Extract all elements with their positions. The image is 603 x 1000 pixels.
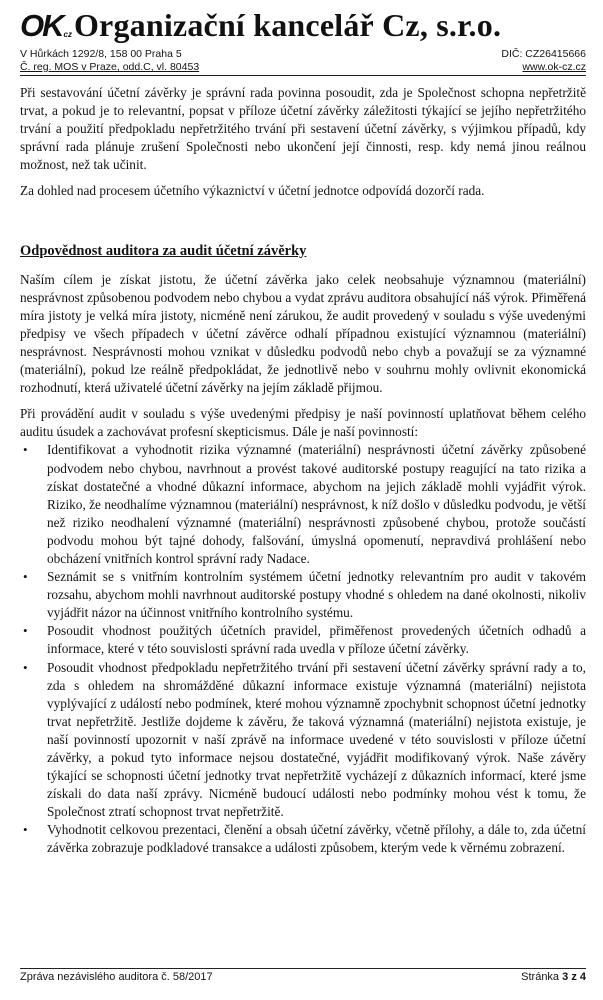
bullet-icon: •: [23, 659, 28, 675]
intro-paragraph: Za dohled nad procesem účetního výkaznictví v účetní jednotce odpovídá dozorčí rada.: [20, 183, 485, 199]
company-name: Organizační kancelář Cz, s.r.o.: [73, 7, 502, 43]
logo-text: OK: [20, 8, 63, 43]
page-total: 4: [579, 971, 586, 983]
website-link[interactable]: www.ok-cz.cz: [522, 61, 586, 73]
section-heading: Odpovědnost auditora za audit účetní závěrky: [20, 242, 307, 259]
bullet-icon: •: [23, 569, 28, 585]
address-row: [20, 48, 586, 61]
responsibility-list: [20, 441, 586, 857]
list-item-text: Posoudit vhodnost předpokladu nepřetržitého trvání při sestavení účetní závěrky správní rady a to, zda s ohledem na shromážděné důkazní informace existuje významná (materiální) nejistota vyplývající z událostí nebo podmínek, které mohou významně zpochybnit schopnost účetní jednotky trvat nepřetržitě. Jestliže dojdeme k závěru, že taková významná (materiální) nejistota existuje, je naší povinností upozornit v naší zprávě na informace uvedené v této souvislosti v příloze účetní závěrky, a pokud tyto informace nejsou dostatečné, vyjádřit modifikovaný výrok. Naše závěry týkající se schopnosti účetní jednotky trvat nepřetržitě vycházejí z důkazních informací, které jsme získali do data naší zprávy. Nicméně budoucí události nebo podmínky mohou vést k tomu, že Společnost ztratí schopnost trvat nepřetržitě.: [47, 659, 586, 820]
list-item: [20, 568, 586, 622]
list-item-text: Seznámit se s vnitřním kontrolním systémem účetní jednotky relevantním pro audit v takovém rozsahu, abychom mohli navrhnout auditorské postupy vhodné s ohledem na dané okolnosti, nikoliv vyjádřit názor na účinnost vnitřního kontrolního systému.: [47, 569, 586, 621]
list-item-text: Vyhodnotit celkovou prezentaci, členění a obsah účetní závěrky, včetně přílohy, a dále to, zda účetní závěrka zobrazuje podkladové transakce a události způsobem, kterým vede k věrnému zobrazení.: [47, 822, 586, 856]
page-footer: [20, 970, 586, 984]
list-item-text: Identifikovat a vyhodnotit rizika významné (materiální) nesprávnosti účetní závěrky způsobené podvodem nebo chybou, navrhnout a provést takové auditorské postupy reagující na tato rizika a získat dostatečné a vhodné důkazní informace, abychom na jejich základě mohli vyjádřit výrok. Riziko, že neodhalíme významnou (materiální) nesprávnost, k níž došlo v důsledku podvodu, je větší než riziko neodhalení významné (materiální) nesprávnosti způsobené chybou, protože součástí podvodu mohou být tajné dohody, falšování, úmyslná opomenutí, nepravdivá prohlášení nebo obcházení vnitřních kontrol správní rady Nadace.: [47, 442, 586, 566]
list-item-text: Posoudit vhodnost použitých účetních pravidel, přiměřenost provedených účetních odhadů a informace, které v této souvislosti správní rada uvedla v příloze účetní závěrky.: [47, 623, 586, 657]
section-paragraph: Naším cílem je získat jistotu, že účetní závěrka jako celek neobsahuje významnou (materiální) nesprávnost způsobenou podvodem nebo chybou a vydat zprávu auditora obsahující náš výrok. Přiměřená míra jistoty je velká míra jistoty, nicméně není zárukou, že audit provedený v souladu s výše uvedenými předpisy ve všech případech v účetní závěrce odhalí případnou existující významnou (materiální) nesprávnost. Nesprávnosti mohou vznikat v důsledku podvodů nebo chyb a považují se za významné (materiální), pokud lze reálně předpokládat, že jednotlivě nebo v souhrnu mohly ovlivnit ekonomická rozhodnutí, která uživatelé účetní závěrky na jejím základě přijmou.: [20, 271, 586, 396]
bullet-icon: •: [23, 822, 28, 838]
intro-paragraph: Při sestavování účetní závěrky je správní rada povinna posoudit, zda je Společnost schopna nepřetržitě trvat, a pokud je to relevantní, popsat v příloze účetní závěrky záležitosti týkající se jejího nepřetržitého trvání a použití předpokladu nepřetržitého trvání při sestavení účetní závěrky, s výjimkou případů, kdy správní rada plánuje zrušení Společnosti nebo ukončení její činnosti, resp. kdy nemá jinou reálnou možnost, než tak učinit.: [20, 85, 586, 173]
page-number: [521, 970, 586, 984]
registration-row: [20, 61, 586, 74]
report-label: Zpráva nezávislého auditora č. 58/2017: [20, 971, 213, 983]
tax-id: DIČ: CZ26415666: [501, 48, 586, 60]
logo-sub-text: cz: [63, 30, 72, 39]
list-item: [20, 659, 586, 822]
letterhead: [20, 7, 586, 43]
list-item: [20, 622, 586, 658]
company-logo: [20, 8, 72, 43]
document-body: [20, 84, 586, 858]
section-paragraph: Při provádění audit v souladu s výše uvedenými předpisy je naší povinností uplatňovat během celého auditu úsudek a zachovávat profesní skepticismus. Dále je naší povinností:: [20, 406, 586, 440]
bullet-icon: •: [23, 442, 28, 458]
page-prefix: Stránka: [521, 971, 560, 983]
footer-divider: [20, 968, 586, 969]
page-current: 3: [562, 971, 569, 983]
list-item: [20, 441, 586, 568]
registration-info: Č. reg. MOS v Praze, odd.C, vl. 80453: [20, 61, 200, 73]
bullet-icon: •: [23, 623, 28, 639]
company-address: V Hůrkách 1292/8, 158 00 Praha 5: [20, 48, 182, 60]
list-item: [20, 821, 586, 857]
page-separator: z: [571, 971, 577, 983]
header-divider: [20, 75, 586, 76]
